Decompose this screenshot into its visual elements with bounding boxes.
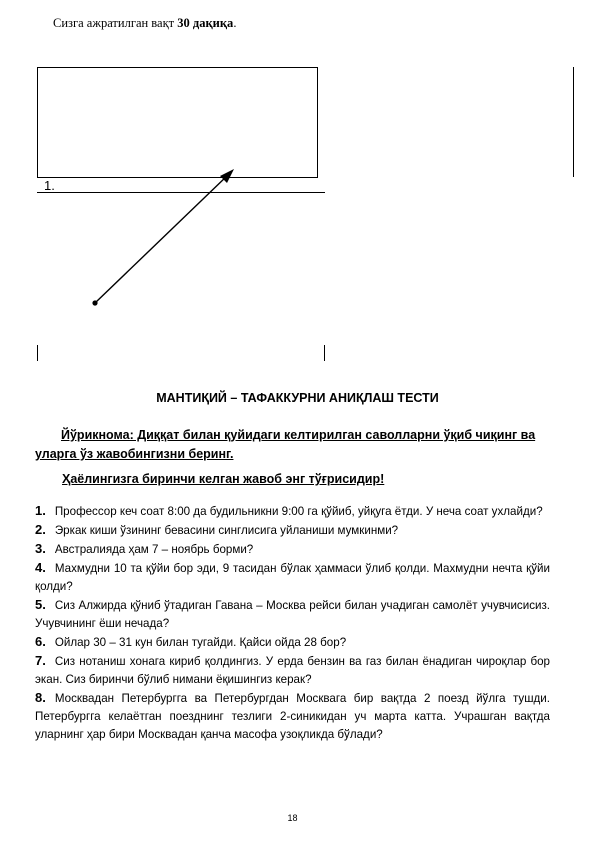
arrow-line: [95, 175, 228, 303]
question-text: Профессор кеч соат 8:00 да будильникни 9:00 га қўйиб, уйқуга ётди. У неча соат ухлайди?: [54, 505, 543, 518]
question-number: 7.: [35, 653, 46, 668]
tick-left: [37, 345, 38, 361]
question-number: 3.: [35, 541, 46, 556]
box-number: 1.: [44, 178, 55, 193]
instruction: Йўрикнома: Диққат билан қуйидаги келтирилган саволларни ўқиб чиқинг ва уларга ўз жавобингизни беринг.: [35, 428, 536, 461]
question-text: Ойлар 30 – 31 кун билан тугайди. Қайси ойда 28 бор?: [54, 636, 347, 649]
question-list: [35, 502, 550, 744]
question-text: Махмудни 10 та қўйи бор эди, 9 тасидан бўлак ҳаммаси ўлиб қолди. Махмудни нечта қўйи қолди?: [35, 562, 550, 593]
question-text: Сиз нотаниш хонага кириб қолдингиз. У ерда бензин ва газ билан ёнадиган чироқлар бор экан. Сиз биринчи бўлиб нимани ёқишингиз керак?: [35, 655, 550, 686]
answer-box: [37, 67, 318, 178]
question-item: [35, 633, 550, 652]
question-number: 8.: [35, 690, 46, 705]
question-number: 6.: [35, 634, 46, 649]
question-text: Сиз Алжирда қўниб ўтадиган Гавана – Москва рейси билан учадиган самолёт учувчисисиз. Учувчининг ёши нечада?: [35, 599, 550, 630]
tick-right: [324, 345, 325, 361]
question-text: Эркак киши ўзининг бевасини синглисига уйланиши мумкинми?: [54, 524, 399, 537]
question-number: 2.: [35, 522, 46, 537]
question-number: 5.: [35, 597, 46, 612]
question-item: [35, 502, 550, 521]
question-item: [35, 521, 550, 540]
time-note-value: 30 дақиқа: [177, 16, 234, 30]
question-item: [35, 652, 550, 689]
question-number: 1.: [35, 503, 46, 518]
question-text: Москвадан Петербургга ва Петербургдан Москвага бир вақтда 2 поезд йўлга тушди. Петербургга келаётган поезднинг тезлиги 2-синикидан уч марта катта. Учрашган вақтда уларнинг ҳар бири Москвадан қанча масофа узоқликда бўлади?: [35, 692, 550, 741]
question-text: Австралияда ҳам 7 – ноябрь борми?: [54, 543, 254, 556]
hint: Ҳаёлингизга биринчи келган жавоб энг тўғрисидир!: [62, 472, 385, 486]
time-note-prefix: Сизга ажратилган вақт: [53, 16, 178, 30]
question-item: [35, 559, 550, 596]
question-item: [35, 596, 550, 633]
question-item: [35, 689, 550, 744]
arrow-dot: [92, 300, 97, 305]
question-item: [35, 540, 550, 559]
time-note: [53, 16, 236, 31]
time-note-suffix: .: [233, 16, 237, 30]
underline-rule: [37, 192, 325, 193]
page-number: 18: [287, 813, 298, 823]
test-title: МАНТИҚИЙ – ТАФАККУРНИ АНИҚЛАШ ТЕСТИ: [156, 391, 439, 405]
right-margin-rule: [573, 67, 574, 177]
question-number: 4.: [35, 560, 46, 575]
